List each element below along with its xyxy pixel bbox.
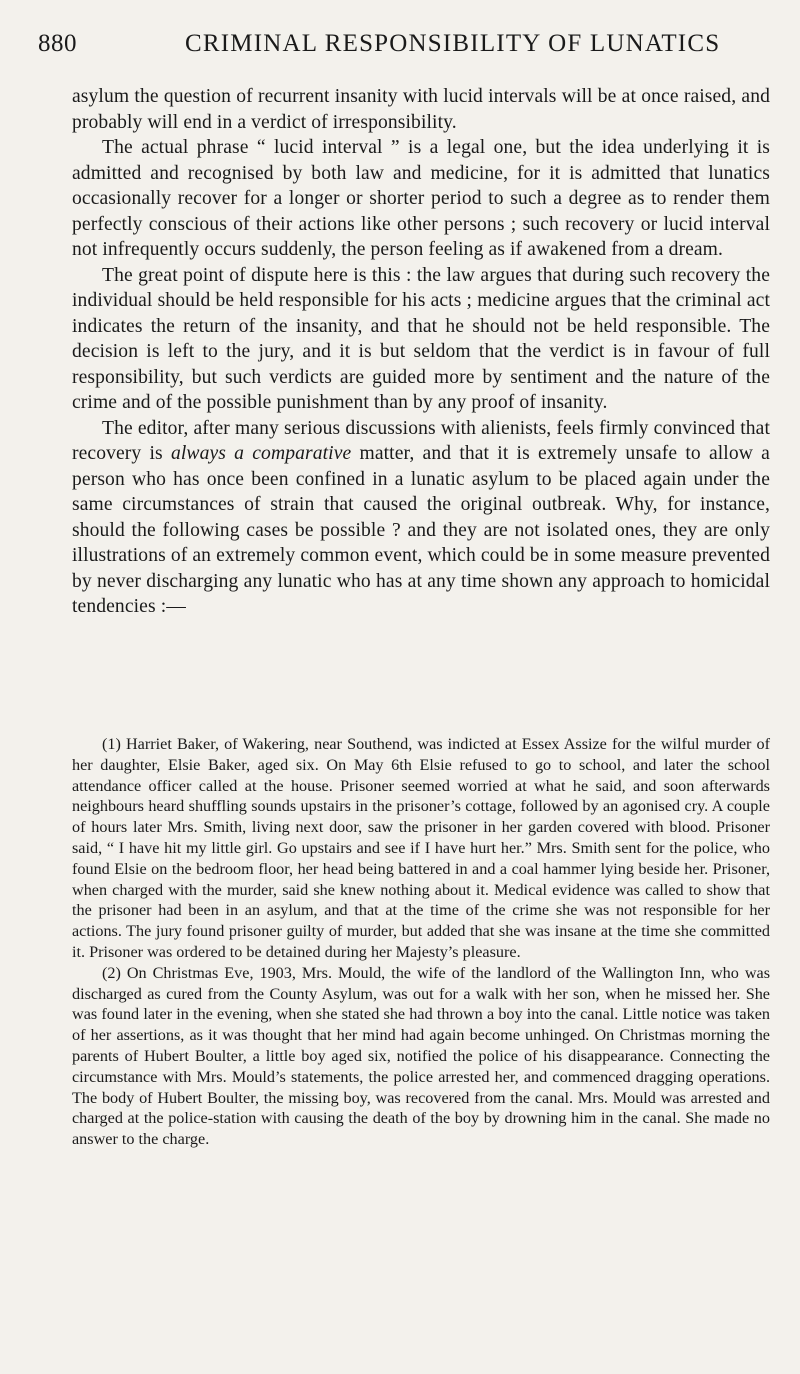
- page-number: 880: [38, 30, 77, 57]
- paragraph-lucid-interval: The actual phrase “ lucid interval ” is a legal one, but the idea underlying it is admitted and recognised by both law and medicine, for it is admitted that lunatics occasionally recover for a longer or shorter period to such a degree as to render them perfectly conscious of their actions like other persons ; such recovery or lucid interval not infrequently occurs suddenly, the person feeling as if awakened from a dream.: [72, 137, 770, 260]
- case-list: [72, 734, 770, 1150]
- paragraph-point-of-dispute: The great point of dispute here is this : the law argues that during such recovery the individual should be held responsible for his acts ; medicine argues that the criminal act indicates the return of the insanity, and that he should not be held responsible. The decision is left to the jury, and it is but seldom that the verdict is in favour of full responsibility, but such verdicts are guided more by sentiment and the nature of the crime and of the possible punishment than by any proof of insanity.: [72, 264, 770, 413]
- editor-text-before: The editor, after many serious discussions with alienists, feels firmly convinced that recovery is: [72, 417, 770, 464]
- case-harriet-baker: (1) Harriet Baker, of Wakering, near Southend, was indicted at Essex Assize for the wilful murder of her daughter, Elsie Baker, aged six. On May 6th Elsie refused to go to school, and later the school attendance officer called at the house. Prisoner seemed worried at what he said, and soon afterwards neighbours heard shuffling sounds upstairs in the prisoner’s cottage, followed by an agonised cry. A couple of hours later Mrs. Smith, living next door, saw the prisoner in her garden covered with blood. Prisoner said, “ I have hit my little girl. Go upstairs and see if I have hurt her.” Mrs. Smith sent for the police, who found Elsie on the bedroom floor, her head being battered in and a coal hammer lying beside her. Prisoner, when charged with the murder, said she knew nothing about it. Medical evidence was called to show that the prisoner had been in an asylum, and that at the time of the crime she was not responsible for her actions. The jury found prisoner guilty of murder, but added that she was insane at the time she committed it. Prisoner was ordered to be detained during her Majesty’s pleasure.: [72, 735, 770, 961]
- case-mrs-mould: (2) On Christmas Eve, 1903, Mrs. Mould, the wife of the landlord of the Wallington Inn, who was discharged as cured from the County Asylum, was out for a walk with her son, when he missed her. She was found later in the evening, when she stated she had thrown a boy into the canal. Little notice was taken of her assertions, as it was thought that her mind had again become unhinged. On Christmas morning the parents of Hubert Boulter, a little boy aged six, notified the police of his disappearance. Connecting the circumstance with Mrs. Mould’s statements, the police arrested her, and commenced dragging operations. The body of Hubert Boulter, the missing boy, was recovered from the canal. Mrs. Mould was arrested and charged at the police-station with causing the death of the boy by drowning him in the canal. She made no answer to the charge.: [72, 963, 770, 1149]
- editor-text-after: matter, and that it is extremely unsafe to allow a person who has once been confined in a lunatic asylum to be placed again under the same circumstances of strain that caused the original outbreak. Why, for instance, should the following cases be possible ? and they are not isolated ones, they are only illustrations of an extremely common event, which could be in some measure prevented by never discharging any lunatic who has at any time shown any approach to homicidal tendencies :—: [72, 443, 770, 617]
- paragraph-editor-opinion: [72, 416, 770, 620]
- running-title: CRIMINAL RESPONSIBILITY OF LUNATICS: [185, 30, 721, 57]
- running-head: [0, 30, 800, 70]
- emphasis-always-comparative: always a comparative: [170, 443, 352, 464]
- body-text: [72, 84, 770, 620]
- paragraph-continuation: asylum the question of recurrent insanity with lucid intervals will be at once raised, and probably will end in a verdict of irresponsibility.: [72, 86, 770, 133]
